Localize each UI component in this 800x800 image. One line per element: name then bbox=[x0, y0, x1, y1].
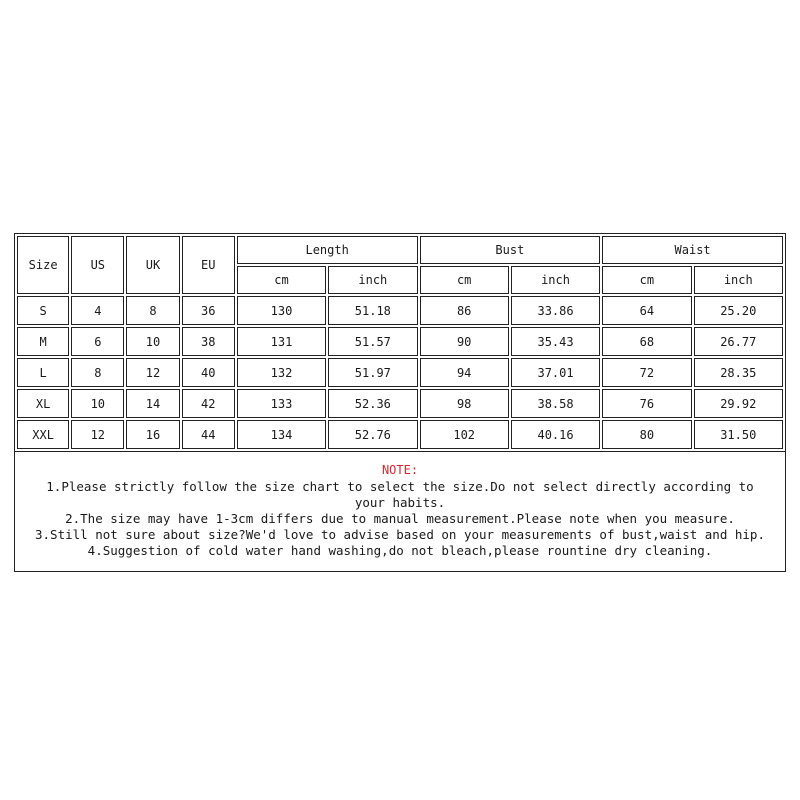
header-bust-inch: inch bbox=[511, 266, 600, 294]
cell-uk: 16 bbox=[126, 420, 179, 449]
cell-us: 10 bbox=[71, 389, 124, 418]
cell-size: S bbox=[17, 296, 69, 325]
cell-waist-cm: 80 bbox=[602, 420, 691, 449]
cell-waist-inch: 28.35 bbox=[694, 358, 783, 387]
note-line-3: 3.Still not sure about size?We'd love to advise based on your measurements of bust,waist and hip. bbox=[35, 527, 765, 542]
cell-length-inch: 51.57 bbox=[328, 327, 417, 356]
header-length: Length bbox=[237, 236, 418, 264]
size-table bbox=[14, 233, 786, 452]
cell-size: M bbox=[17, 327, 69, 356]
cell-length-inch: 52.36 bbox=[328, 389, 417, 418]
cell-bust-cm: 86 bbox=[420, 296, 509, 325]
size-chart bbox=[14, 233, 786, 572]
cell-eu: 40 bbox=[182, 358, 235, 387]
table-row bbox=[17, 389, 783, 418]
note-title: NOTE: bbox=[381, 463, 419, 477]
cell-waist-inch: 25.20 bbox=[694, 296, 783, 325]
header-waist-cm: cm bbox=[602, 266, 691, 294]
cell-waist-inch: 29.92 bbox=[694, 389, 783, 418]
cell-waist-cm: 68 bbox=[602, 327, 691, 356]
header-us: US bbox=[71, 236, 124, 294]
cell-bust-inch: 33.86 bbox=[511, 296, 600, 325]
cell-size: L bbox=[17, 358, 69, 387]
cell-waist-cm: 72 bbox=[602, 358, 691, 387]
header-bust: Bust bbox=[420, 236, 601, 264]
table-row bbox=[17, 358, 783, 387]
cell-us: 12 bbox=[71, 420, 124, 449]
cell-size: XXL bbox=[17, 420, 69, 449]
cell-eu: 38 bbox=[182, 327, 235, 356]
cell-bust-cm: 102 bbox=[420, 420, 509, 449]
cell-eu: 44 bbox=[182, 420, 235, 449]
cell-length-inch: 52.76 bbox=[328, 420, 417, 449]
header-waist-inch: inch bbox=[694, 266, 783, 294]
header-waist: Waist bbox=[602, 236, 783, 264]
header-uk: UK bbox=[126, 236, 179, 294]
cell-bust-inch: 35.43 bbox=[511, 327, 600, 356]
cell-bust-cm: 90 bbox=[420, 327, 509, 356]
cell-length-inch: 51.18 bbox=[328, 296, 417, 325]
cell-waist-cm: 76 bbox=[602, 389, 691, 418]
cell-waist-cm: 64 bbox=[602, 296, 691, 325]
cell-us: 6 bbox=[71, 327, 124, 356]
notes-box bbox=[14, 452, 786, 572]
cell-waist-inch: 26.77 bbox=[694, 327, 783, 356]
cell-length-cm: 131 bbox=[237, 327, 326, 356]
cell-length-cm: 130 bbox=[237, 296, 326, 325]
cell-uk: 14 bbox=[126, 389, 179, 418]
cell-bust-cm: 94 bbox=[420, 358, 509, 387]
cell-length-cm: 132 bbox=[237, 358, 326, 387]
header-bust-cm: cm bbox=[420, 266, 509, 294]
note-line-1: 1.Please strictly follow the size chart to select the size.Do not select directly according to your habits. bbox=[46, 479, 754, 510]
cell-length-cm: 133 bbox=[237, 389, 326, 418]
cell-us: 8 bbox=[71, 358, 124, 387]
cell-eu: 36 bbox=[182, 296, 235, 325]
header-length-inch: inch bbox=[328, 266, 417, 294]
cell-uk: 10 bbox=[126, 327, 179, 356]
cell-bust-cm: 98 bbox=[420, 389, 509, 418]
table-row bbox=[17, 296, 783, 325]
header-length-cm: cm bbox=[237, 266, 326, 294]
note-line-4: 4.Suggestion of cold water hand washing,do not bleach,please rountine dry cleaning. bbox=[87, 543, 713, 558]
header-eu: EU bbox=[182, 236, 235, 294]
cell-us: 4 bbox=[71, 296, 124, 325]
cell-uk: 8 bbox=[126, 296, 179, 325]
header-row-top bbox=[17, 236, 783, 264]
cell-bust-inch: 38.58 bbox=[511, 389, 600, 418]
cell-bust-inch: 40.16 bbox=[511, 420, 600, 449]
cell-length-inch: 51.97 bbox=[328, 358, 417, 387]
cell-waist-inch: 31.50 bbox=[694, 420, 783, 449]
cell-bust-inch: 37.01 bbox=[511, 358, 600, 387]
note-line-2: 2.The size may have 1-3cm differs due to manual measurement.Please note when you measure. bbox=[65, 511, 735, 526]
cell-uk: 12 bbox=[126, 358, 179, 387]
header-size: Size bbox=[17, 236, 69, 294]
cell-eu: 42 bbox=[182, 389, 235, 418]
cell-length-cm: 134 bbox=[237, 420, 326, 449]
cell-size: XL bbox=[17, 389, 69, 418]
table-row bbox=[17, 327, 783, 356]
table-row bbox=[17, 420, 783, 449]
